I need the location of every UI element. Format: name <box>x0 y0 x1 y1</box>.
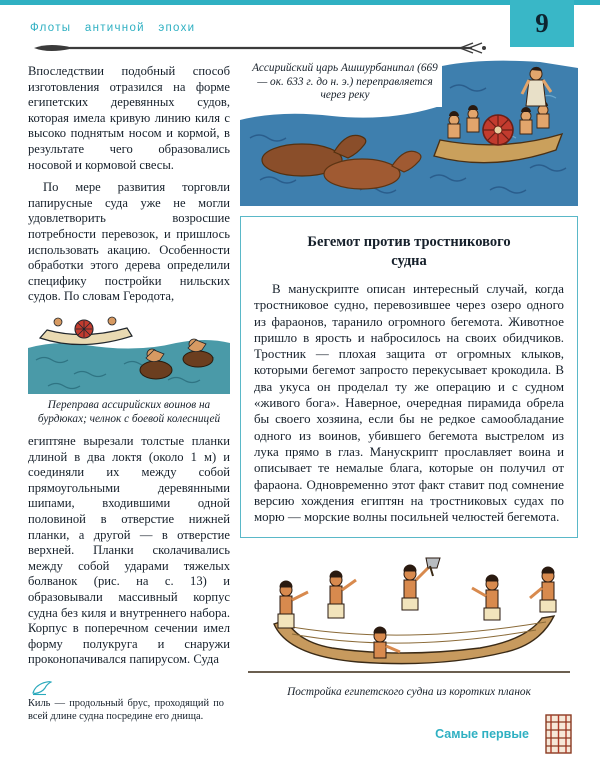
series-label: Самые первые <box>435 727 529 742</box>
hippo-story-box <box>240 216 578 538</box>
story-title: Бегемот против тростникового судна <box>307 234 511 269</box>
footnote-text: Киль — продольный брус, проходящий по всей длине судна посредине его днища. <box>28 698 224 722</box>
spear-ornament-icon <box>30 40 490 56</box>
page-number-box <box>510 0 574 47</box>
running-header-text: Флоты античной эпохи <box>30 22 196 34</box>
illustration-caption: Переправа ассирийских воинов на бурдюках; челнок с боевой колесницей <box>37 398 221 425</box>
assyrian-raft-illustration <box>28 312 230 394</box>
ashurbanipal-illustration <box>240 58 578 206</box>
illustration-caption: Ассирийский царь Ашшурбанипал (669 — ок. 633 г. до н. э.) переправляется через реку <box>248 60 442 107</box>
right-column <box>240 58 578 754</box>
papyrus-stamp-icon <box>545 714 572 754</box>
story-body: В манускрипте описан интересный случай, когда тростниковое судно, перевозившее через озеро одного из фараонов, таранило огромного бегемота. Животное пришло в ярость и набросилось на своих обидчиков. Тростник — плохая защита от огромных клыков, которыми бегемот запросто перекусывает крокодила. В два укуса он проделал ту же операцию и с судном «живого бога». Наверное, очередная пирамида обрела бы своего хозяина, если бы не редкое самообладание одного из воинов, убившего бегемота выстрелом из лука прямо в глаз. Манускрипт прославляет воина и описывает те немалые блага, которые он получил от фараона. Одновременно этот факт ставит под сомнение версию хождения египтян на тростниковых судах по морю — морские волны посильней челюстей бегемота. <box>254 282 564 525</box>
left-text-column <box>28 64 230 723</box>
quill-icon <box>30 680 54 696</box>
footnote <box>28 680 224 723</box>
body-paragraph: египтяне вырезали толстые планки длиной в два локтя (около 1 м) и соединяли их между собой прямоугольными деревянными шипами, входившими одной половиной в отверстие нижней планки, а другой — в отверстие верхней. Планки сколачивались между собой ударами тяжелых болванок (рис. на с. 13) и образовывали массивный корпус судна без киля и внутреннего набора. Корпус в поперечном сечении имел форму полукруга и снаружи проконопачивался папирусом. Суда <box>28 434 230 667</box>
body-paragraph: По мере развития торговли папирусные суда уже не могли удовлетворить возросшие потребности перевозок, и пришлось использовать акацию. Особенности обработки этого дерева определили специфику постройки нильских судов. По словам Геродота, <box>28 180 230 304</box>
page-number: 9 <box>535 8 549 38</box>
boat-building-illustration <box>240 550 578 682</box>
body-paragraph: Впоследствии подобный способ изготовления отразился на форме египетских деревянных судов, которая имела кривую линию киля с высоко поднятым носом и кормой, в результате чего образовались носовой и кормовой свесы. <box>28 64 230 172</box>
footer-row <box>240 714 578 754</box>
illustration-caption: Постройка египетского судна из коротких планок <box>287 686 531 699</box>
running-header <box>30 22 195 34</box>
